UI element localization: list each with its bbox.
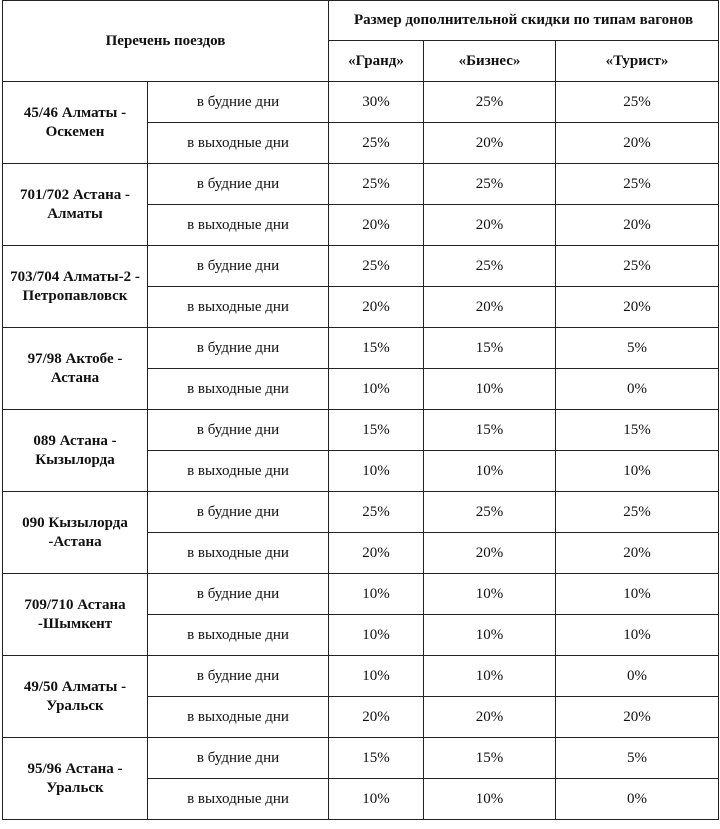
day-type-weekend: в выходные дни	[148, 369, 329, 410]
train-name: 49/50 Алматы - Уральск	[3, 656, 148, 738]
discount-value-business: 20%	[424, 123, 556, 164]
discount-value-tourist: 0%	[556, 656, 719, 697]
train-name: 703/704 Алматы-2 - Петропавловск	[3, 246, 148, 328]
discount-value-grand: 25%	[329, 492, 424, 533]
discount-value-grand: 10%	[329, 615, 424, 656]
train-name: 45/46 Алматы - Оскемен	[3, 82, 148, 164]
discount-value-business: 15%	[424, 328, 556, 369]
train-name: 701/702 Астана - Алматы	[3, 164, 148, 246]
discount-value-tourist: 20%	[556, 205, 719, 246]
discount-value-tourist: 20%	[556, 287, 719, 328]
table-body	[3, 82, 719, 820]
discount-value-tourist: 0%	[556, 369, 719, 410]
discount-value-business: 20%	[424, 533, 556, 574]
discount-value-grand: 10%	[329, 369, 424, 410]
discount-value-tourist: 25%	[556, 82, 719, 123]
discount-value-grand: 10%	[329, 574, 424, 615]
table-row	[3, 82, 719, 123]
day-type-weekday: в будние дни	[148, 410, 329, 451]
discount-value-business: 10%	[424, 779, 556, 820]
class-header-grand: «Гранд»	[329, 41, 424, 82]
discount-value-tourist: 20%	[556, 533, 719, 574]
train-name: 97/98 Актобе - Астана	[3, 328, 148, 410]
discount-value-business: 25%	[424, 82, 556, 123]
day-type-weekend: в выходные дни	[148, 533, 329, 574]
table-row	[3, 656, 719, 697]
train-name: 089 Астана - Кызылорда	[3, 410, 148, 492]
day-type-weekday: в будние дни	[148, 738, 329, 779]
discount-value-tourist: 25%	[556, 164, 719, 205]
day-type-weekday: в будние дни	[148, 82, 329, 123]
discount-value-grand: 30%	[329, 82, 424, 123]
discount-value-grand: 20%	[329, 533, 424, 574]
discount-value-tourist: 25%	[556, 246, 719, 287]
discount-value-grand: 15%	[329, 410, 424, 451]
day-type-weekday: в будние дни	[148, 492, 329, 533]
discount-title-header: Размер дополнительной скидки по типам вагонов	[329, 1, 719, 41]
discount-value-business: 15%	[424, 738, 556, 779]
discount-value-tourist: 20%	[556, 697, 719, 738]
discount-value-tourist: 10%	[556, 574, 719, 615]
discount-value-tourist: 10%	[556, 615, 719, 656]
discount-table	[2, 0, 719, 820]
day-type-weekend: в выходные дни	[148, 123, 329, 164]
train-name: 709/710 Астана -Шымкент	[3, 574, 148, 656]
discount-value-grand: 10%	[329, 779, 424, 820]
table-row	[3, 164, 719, 205]
table-row	[3, 574, 719, 615]
day-type-weekend: в выходные дни	[148, 615, 329, 656]
discount-value-tourist: 10%	[556, 451, 719, 492]
train-name: 95/96 Астана - Уральск	[3, 738, 148, 820]
discount-value-tourist: 15%	[556, 410, 719, 451]
day-type-weekend: в выходные дни	[148, 451, 329, 492]
day-type-weekend: в выходные дни	[148, 287, 329, 328]
table-row	[3, 328, 719, 369]
day-type-weekday: в будние дни	[148, 246, 329, 287]
discount-value-tourist: 5%	[556, 738, 719, 779]
day-type-weekday: в будние дни	[148, 164, 329, 205]
discount-value-business: 10%	[424, 369, 556, 410]
discount-value-grand: 25%	[329, 246, 424, 287]
discount-value-grand: 25%	[329, 123, 424, 164]
discount-value-business: 25%	[424, 246, 556, 287]
discount-value-grand: 10%	[329, 656, 424, 697]
discount-value-business: 20%	[424, 697, 556, 738]
discount-value-business: 25%	[424, 164, 556, 205]
discount-value-grand: 15%	[329, 738, 424, 779]
discount-value-grand: 20%	[329, 697, 424, 738]
discount-value-tourist: 20%	[556, 123, 719, 164]
day-type-weekend: в выходные дни	[148, 205, 329, 246]
day-type-weekday: в будние дни	[148, 656, 329, 697]
table-row	[3, 738, 719, 779]
discount-value-grand: 25%	[329, 164, 424, 205]
discount-value-tourist: 0%	[556, 779, 719, 820]
day-type-weekend: в выходные дни	[148, 697, 329, 738]
discount-value-grand: 10%	[329, 451, 424, 492]
class-header-business: «Бизнес»	[424, 41, 556, 82]
discount-value-business: 10%	[424, 451, 556, 492]
day-type-weekday: в будние дни	[148, 328, 329, 369]
train-list-header: Перечень поездов	[3, 1, 329, 82]
discount-value-grand: 20%	[329, 287, 424, 328]
discount-value-business: 25%	[424, 492, 556, 533]
class-header-tourist: «Турист»	[556, 41, 719, 82]
discount-value-grand: 20%	[329, 205, 424, 246]
discount-value-grand: 15%	[329, 328, 424, 369]
discount-value-business: 10%	[424, 615, 556, 656]
day-type-weekend: в выходные дни	[148, 779, 329, 820]
discount-value-tourist: 5%	[556, 328, 719, 369]
discount-value-tourist: 25%	[556, 492, 719, 533]
discount-value-business: 10%	[424, 656, 556, 697]
discount-value-business: 15%	[424, 410, 556, 451]
table-header	[3, 1, 719, 82]
day-type-weekday: в будние дни	[148, 574, 329, 615]
discount-value-business: 10%	[424, 574, 556, 615]
discount-value-business: 20%	[424, 287, 556, 328]
table-row	[3, 410, 719, 451]
table-row	[3, 492, 719, 533]
table-row	[3, 246, 719, 287]
train-name: 090 Кызылорда -Астана	[3, 492, 148, 574]
discount-value-business: 20%	[424, 205, 556, 246]
